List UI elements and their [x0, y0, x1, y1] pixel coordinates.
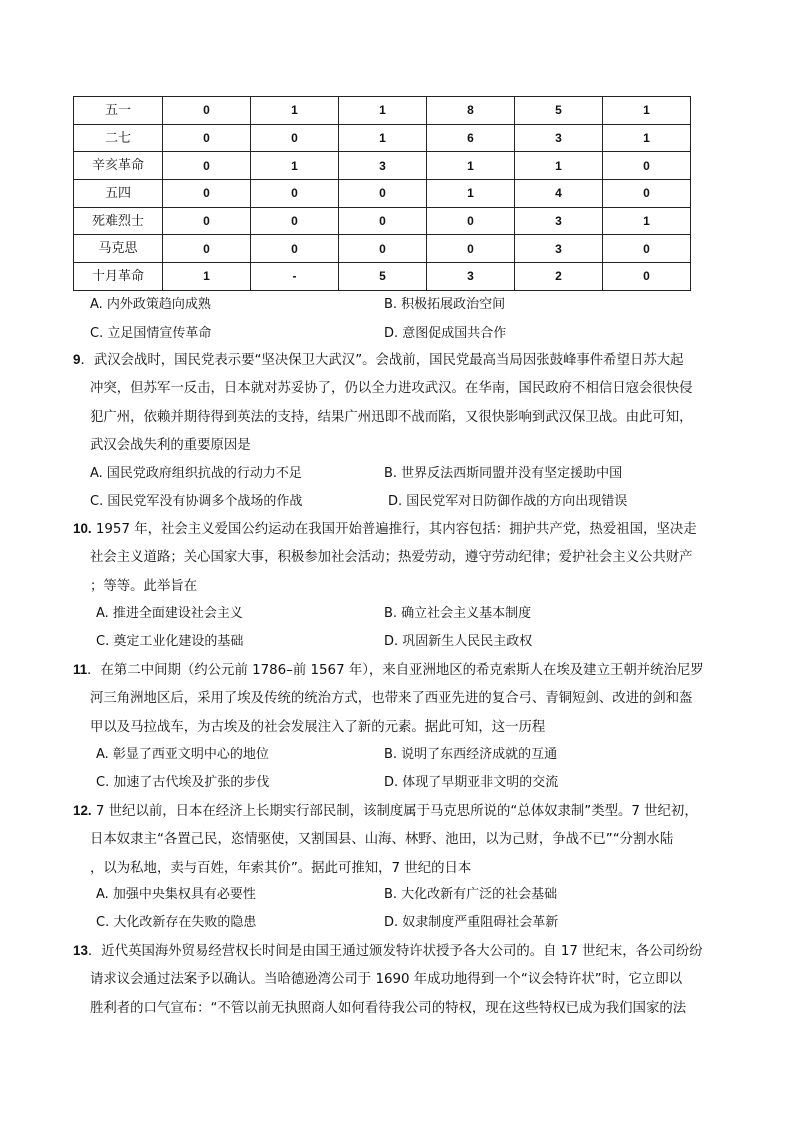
- question-9-line-1: [73, 346, 723, 375]
- table-row-label: 五一: [74, 97, 163, 125]
- table-cell: 0: [251, 235, 339, 263]
- table-cell: 1: [339, 97, 427, 125]
- table-cell: 4: [515, 180, 603, 208]
- table-row-label: 辛亥革命: [74, 152, 163, 180]
- question-11-number: 11: [73, 662, 88, 677]
- q9-option-a: A. 国民党政府组织抗战的行动力不足: [90, 466, 302, 481]
- table-cell: 0: [339, 235, 427, 263]
- question-12-text-2: 日本奴隶主“各置己民，恣情驱使，又割国县、山海、林野、池田，以为己财，争战不已”“分割水陆: [90, 832, 674, 848]
- question-11-line-1: [73, 656, 723, 685]
- table-cell: 0: [251, 207, 339, 235]
- table-row: [74, 263, 691, 291]
- q12-option-a: A. 加强中央集权具有必要性: [96, 887, 256, 902]
- table-cell: 0: [427, 207, 515, 235]
- question-10-number: 10.: [73, 521, 92, 536]
- table-cell: 0: [427, 235, 515, 263]
- table-row-label: 五四: [74, 180, 163, 208]
- table-row: [74, 97, 691, 125]
- table-cell: 5: [339, 263, 427, 291]
- question-9-text-4: 武汉会战失利的重要原因是: [90, 437, 251, 453]
- table-row-label: 马克思: [74, 235, 163, 263]
- table-cell: 0: [339, 207, 427, 235]
- table-cell: 3: [515, 235, 603, 263]
- question-10: [73, 515, 723, 601]
- table-cell: 0: [163, 235, 251, 263]
- question-12-text-1: 7 世纪以前，日本在经济上长期实行部民制，该制度属于马克思所说的“总体奴隶制”类型。7 世纪初，: [91, 804, 698, 819]
- question-9-text-2: 冲突，但苏军一反击，日本就对苏妥协了，仍以全力进攻武汉。在华南，国民政府不相信日寇会很快侵: [90, 381, 693, 397]
- table-cell: 0: [603, 180, 691, 208]
- q12-option-b: B. 大化改新有广泛的社会基础: [384, 887, 558, 902]
- table-cell: 3: [515, 124, 603, 152]
- table-cell: 1: [251, 152, 339, 180]
- question-9-text-3: 犯广州，依赖并期待得到英法的支持，结果广州迅即不战而陷，又很快影响到武汉保卫战。由此可知，: [90, 409, 693, 425]
- table-cell: 1: [427, 180, 515, 208]
- table-cell: 3: [339, 152, 427, 180]
- question-9-text-1: ．武汉会战时，国民党表示要“坚决保卫大武汉”。会战前，国民党最高当局因张鼓峰事件希望日苏大起: [80, 353, 684, 368]
- question-11-text-2: 河三角洲地区后，采用了埃及传统的统治方式，也带来了西亚先进的复合弓、青铜短剑、改进的剑和盔: [90, 691, 693, 707]
- table-cell: 0: [163, 97, 251, 125]
- q11-option-b: B. 说明了东西经济成就的互通: [384, 747, 558, 762]
- table-cell: 2: [515, 263, 603, 291]
- table-cell: 5: [515, 97, 603, 125]
- question-9: [73, 346, 723, 460]
- table-cell: 0: [603, 263, 691, 291]
- question-13-text-2: 请求议会通过法案予以确认。当哈德逊湾公司于 1690 年成功地得到一个“议会特许状”时，它立即以: [90, 972, 683, 988]
- question-13-line-1: [73, 937, 723, 966]
- table-cell: 0: [603, 152, 691, 180]
- question-13: [73, 937, 723, 1023]
- question-13-text-1: ．近代英国海外贸易经营权长时间是由国王通过颁发特许状授予各大公司的。自 17 世纪末，各公司纷纷: [87, 944, 703, 959]
- question-12-number: 12.: [73, 803, 92, 818]
- q12-option-d: D. 奴隶制度严重阻碍社会革新: [384, 915, 559, 930]
- table-cell: -: [251, 263, 339, 291]
- table-row-label: 十月革命: [74, 263, 163, 291]
- question-11: [73, 656, 723, 742]
- question-13-text-3: 胜利者的口气宣布：“不管以前无执照商人如何看待我公司的特权，现在这些特权已成为我们国家的法: [90, 1000, 687, 1016]
- table-cell: 3: [515, 207, 603, 235]
- table-cell: 0: [251, 180, 339, 208]
- q8-option-a: A. 内外政策趋向成熟: [90, 297, 211, 312]
- q10-option-c: C. 奠定工业化建设的基础: [96, 634, 244, 649]
- table-cell: 0: [163, 207, 251, 235]
- question-10-text-1: 1957 年，社会主义爱国公约运动在我国开始普遍推行，其内容包括：拥护共产党，热爱祖国，坚决走: [91, 522, 697, 537]
- table-cell: 1: [251, 97, 339, 125]
- table-cell: 1: [603, 97, 691, 125]
- table-row-label: 二七: [74, 124, 163, 152]
- table-cell: 8: [427, 97, 515, 125]
- table-cell: 0: [163, 180, 251, 208]
- table-cell: 0: [251, 124, 339, 152]
- table-row-label: 死难烈士: [74, 207, 163, 235]
- table-cell: 6: [427, 124, 515, 152]
- q10-option-d: D. 巩固新生人民民主政权: [384, 634, 533, 649]
- q9-option-d: D. 国民党军对日防御作战的方向出现错误: [388, 494, 628, 509]
- q10-option-a: A. 推进全面建设社会主义: [96, 606, 243, 621]
- q12-option-c: C. 大化改新存在失败的隐患: [96, 915, 257, 930]
- question-9-number: 9: [73, 352, 81, 367]
- table-cell: 0: [603, 235, 691, 263]
- question-11-text-1: ．在第二中间期（约公元前 1786–前 1567 年），来自亚洲地区的希克索斯人在埃及建立王朝并统治尼罗: [87, 663, 704, 678]
- table-row: [74, 124, 691, 152]
- question-13-number: 13: [73, 943, 88, 958]
- statistics-table: [73, 96, 691, 291]
- table-cell: 1: [515, 152, 603, 180]
- question-10-text-3: ；等等。此举旨在: [90, 578, 198, 594]
- question-12: [73, 797, 723, 883]
- question-10-line-1: [73, 515, 723, 544]
- table-cell: 1: [427, 152, 515, 180]
- table-row: [74, 180, 691, 208]
- table-cell: 1: [603, 207, 691, 235]
- q8-option-d: D. 意图促成国共合作: [384, 326, 507, 341]
- table-cell: 1: [603, 124, 691, 152]
- q11-option-a: A. 彰显了西亚文明中心的地位: [96, 747, 269, 762]
- table-cell: 1: [163, 263, 251, 291]
- q8-option-c: C. 立足国情宣传革命: [90, 326, 212, 341]
- table-row: [74, 235, 691, 263]
- q10-option-b: B. 确立社会主义基本制度: [384, 606, 532, 621]
- question-12-text-3: ，以为私地，卖与百姓，年索其价”。据此可推知，7 世纪的日本: [90, 860, 472, 876]
- table-cell: 0: [339, 180, 427, 208]
- table-cell: 0: [163, 124, 251, 152]
- table-row: [74, 152, 691, 180]
- question-12-line-1: [73, 797, 723, 826]
- question-10-text-2: 社会主义道路；关心国家大事，积极参加社会活动；热爱劳动，遵守劳动纪律；爱护社会主义公共财产: [90, 550, 693, 566]
- table-row: [74, 207, 691, 235]
- table-cell: 3: [427, 263, 515, 291]
- q8-option-b: B. 积极拓展政治空间: [384, 297, 506, 312]
- q9-option-c: C. 国民党军没有协调多个战场的作战: [90, 494, 303, 509]
- q11-option-c: C. 加速了古代埃及扩张的步伐: [96, 775, 270, 790]
- q11-option-d: D. 体现了早期亚非文明的交流: [384, 775, 559, 790]
- table-cell: 0: [163, 152, 251, 180]
- question-11-text-3: 甲以及马拉战车，为古埃及的社会发展注入了新的元素。据此可知，这一历程: [90, 719, 546, 735]
- table-cell: 1: [339, 124, 427, 152]
- q9-option-b: B. 世界反法西斯同盟并没有坚定援助中国: [384, 466, 623, 481]
